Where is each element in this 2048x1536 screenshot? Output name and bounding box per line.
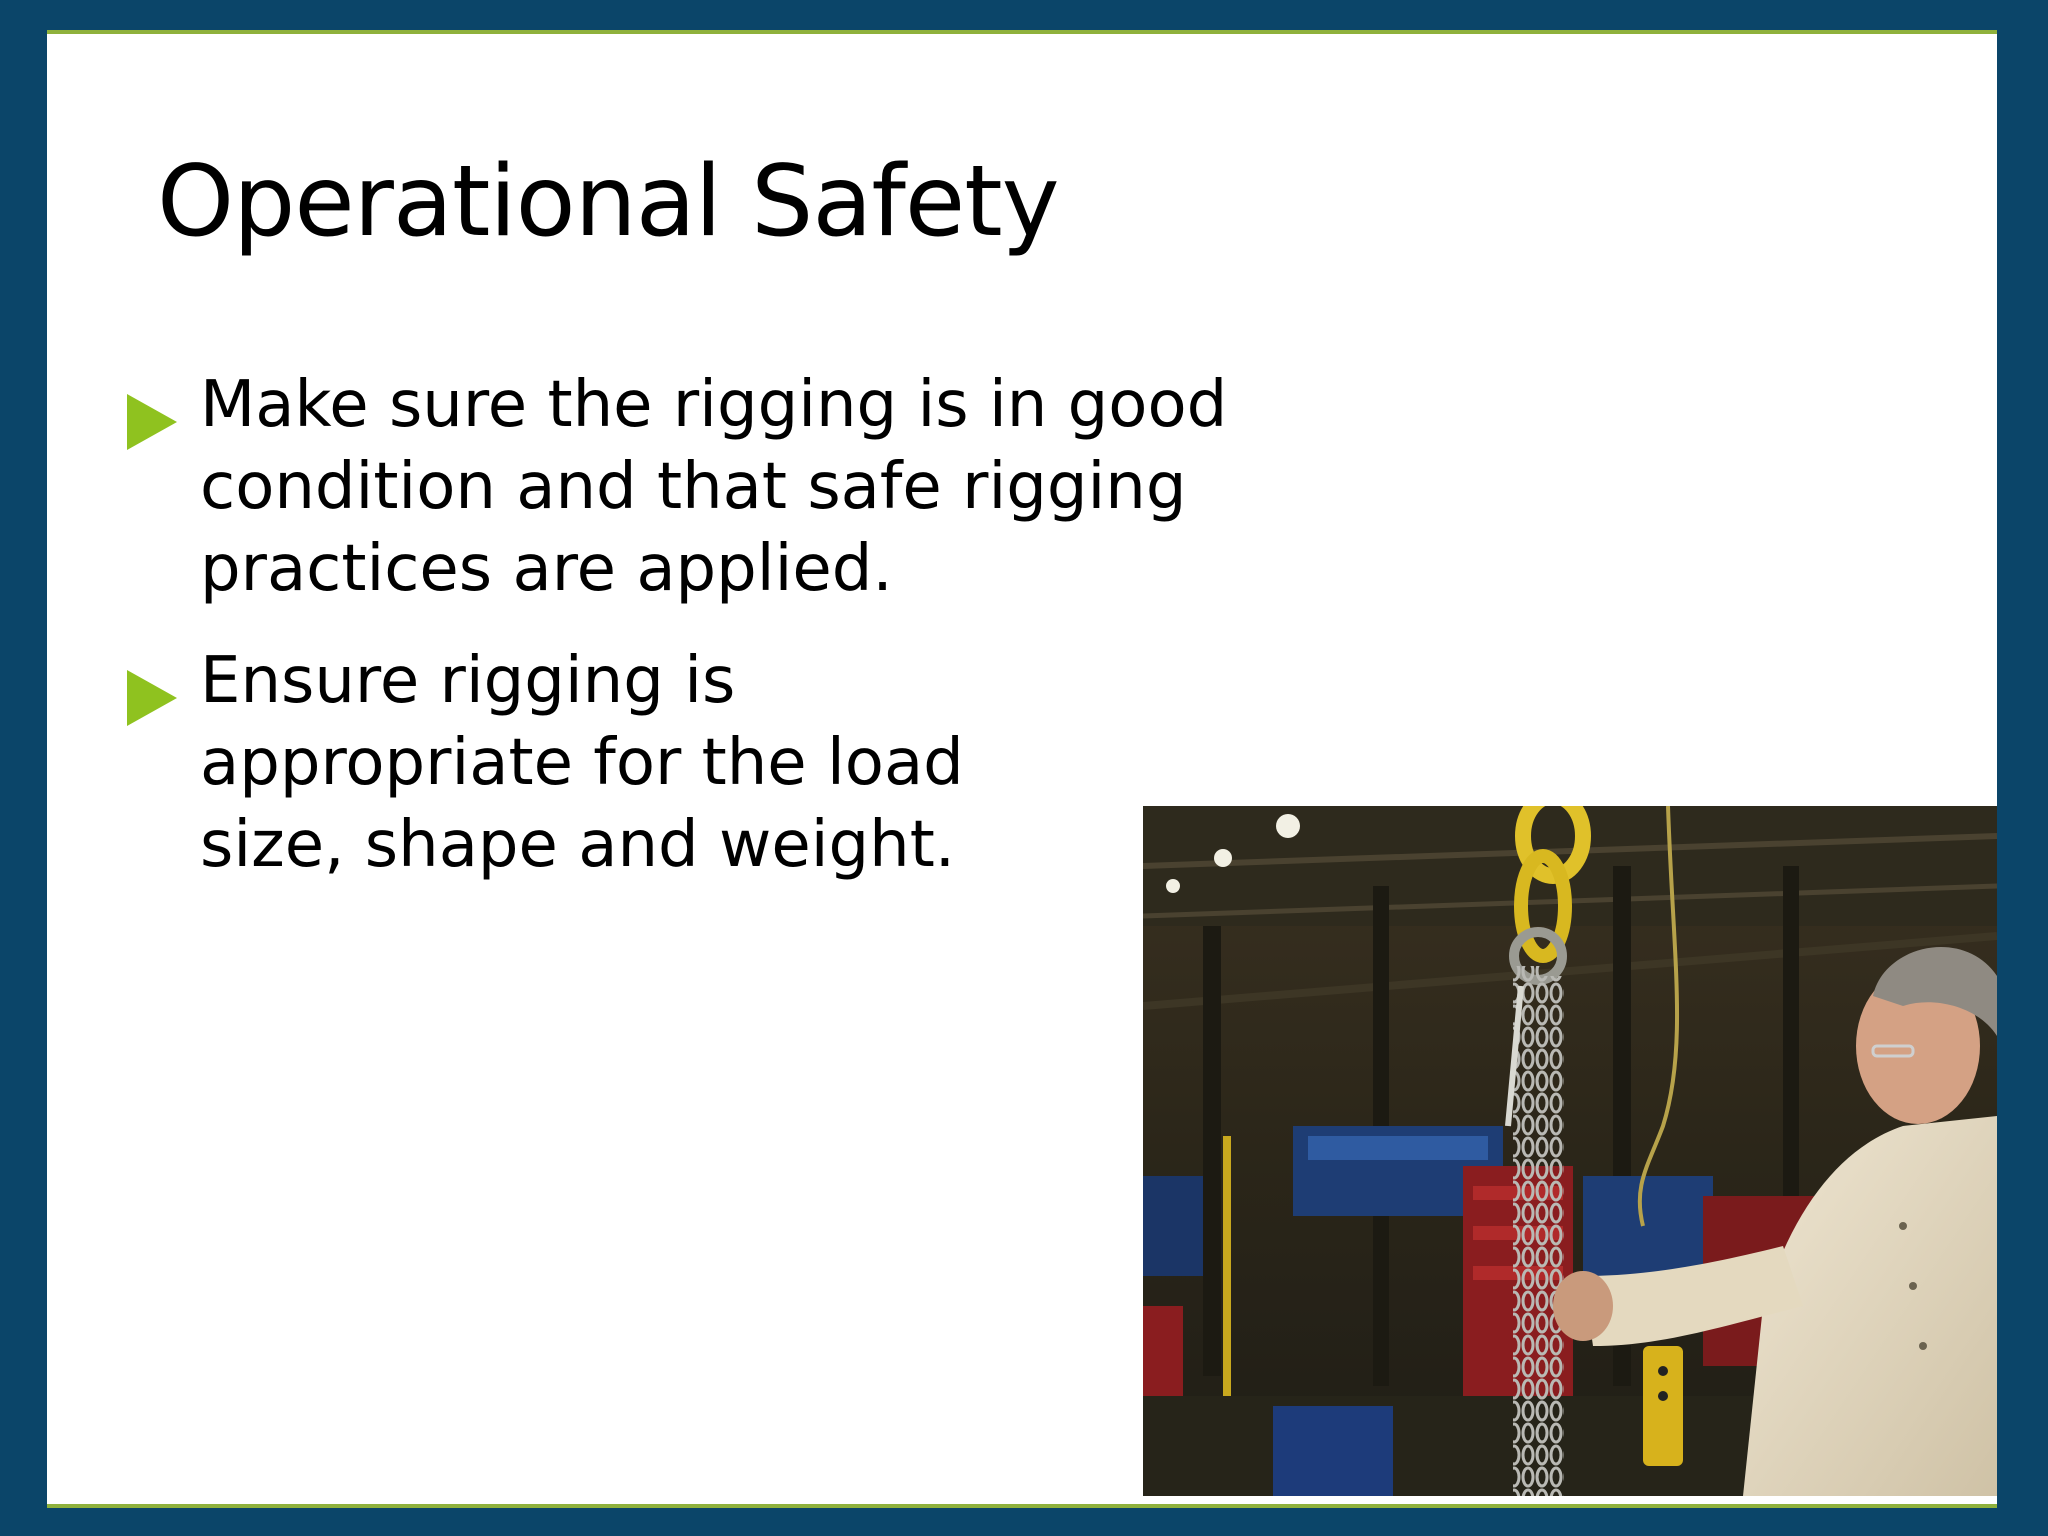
- slide: [47, 30, 1997, 1508]
- slide-title: Operational Safety: [157, 145, 1059, 259]
- bullet-text: Make sure the rigging is in good condition and that safe rigging practices are applied.: [200, 368, 1228, 606]
- bullet-arrow-icon: [127, 394, 177, 450]
- bullet-text: Ensure rigging is appropriate for the load size, shape and weight.: [200, 644, 964, 882]
- bullet-arrow-icon: [127, 670, 177, 726]
- bullet-item: [127, 364, 1227, 610]
- bullet-item: [127, 640, 1227, 886]
- bullet-list: [127, 364, 1227, 916]
- rigging-photo: [1143, 806, 1997, 1496]
